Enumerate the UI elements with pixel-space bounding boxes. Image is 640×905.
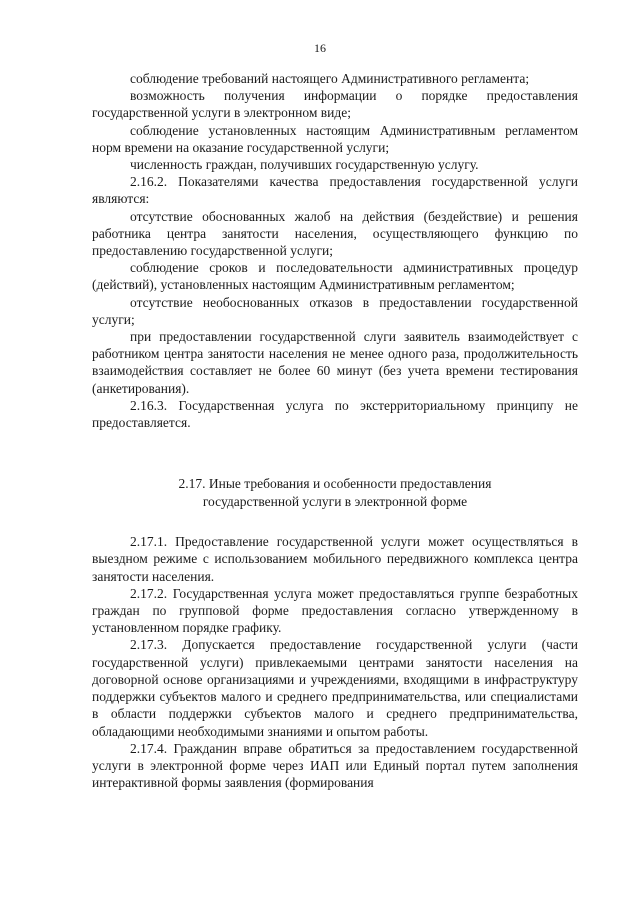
paragraph: 2.16.2. Показателями качества предоставления государственной услуги являются:	[92, 174, 578, 207]
paragraph: численность граждан, получивших государственную услугу.	[130, 157, 479, 173]
page-number: 16	[314, 41, 326, 55]
paragraph: при предоставлении государственной слуги заявитель взаимодействует с работником центра занятости населения не менее одного раза, продолжительность взаимодействия составляет не более 60 минут (без учета времени тестирования (анкетирования).	[92, 329, 578, 396]
paragraph: соблюдение сроков и последовательности административных процедур (действий), установленных настоящим Административным регламентом;	[92, 260, 578, 293]
paragraph: 2.17.1. Предоставление государственной услуги может осуществляться в выездном режиме с использованием мобильного передвижного комплекса центра занятости населения.	[92, 534, 578, 584]
document-body	[92, 70, 578, 791]
paragraph: отсутствие обоснованных жалоб на действия (бездействие) и решения работника центра занятости населения, осуществляющего функцию по предоставлению государственной услуги;	[92, 208, 578, 259]
paragraph: 2.17.4. Гражданин вправе обратиться за предоставлением государственной услуги в электронной форме через ИАП или Единый портал путем заполнения интерактивной формы заявления (формирования	[92, 740, 578, 791]
paragraph: 2.17.3. Допускается предоставление государственной услуги (части государственной услуги) привлекаемыми центрами занятости населения на договорной основе организациями и учреждениями, входящими в инфраструктуру поддержки субъектов малого и среднего предпринимательства, или специалистами в области поддержки субъектов малого и среднего предпринимательства, обладающими необходимыми знаниями и опытом работы.	[92, 637, 578, 739]
paragraph: соблюдение установленных настоящим Административным регламентом норм времени на оказание государственной услуги;	[92, 122, 578, 155]
section-heading-line: государственной услуги в электронной форме	[202, 494, 468, 510]
paragraph: 2.16.3. Государственная услуга по экстерриториальному принципу не предоставляется.	[92, 397, 578, 431]
paragraph: возможность получения информации о порядке предоставления государственной услуги в электронном виде;	[92, 88, 578, 121]
section-heading-line: 2.17. Иные требования и особенности предоставления	[178, 476, 492, 492]
paragraph: отсутствие необоснованных отказов в предоставлении государственной услуги;	[92, 294, 578, 327]
paragraph: 2.17.2. Государственная услуга может предоставляться группе безработных граждан по групповой форме предоставления согласно утвержденному в установленном порядке графику.	[92, 585, 578, 636]
section-heading	[92, 475, 578, 511]
paragraph: соблюдение требований настоящего Административного регламента;	[130, 71, 530, 86]
